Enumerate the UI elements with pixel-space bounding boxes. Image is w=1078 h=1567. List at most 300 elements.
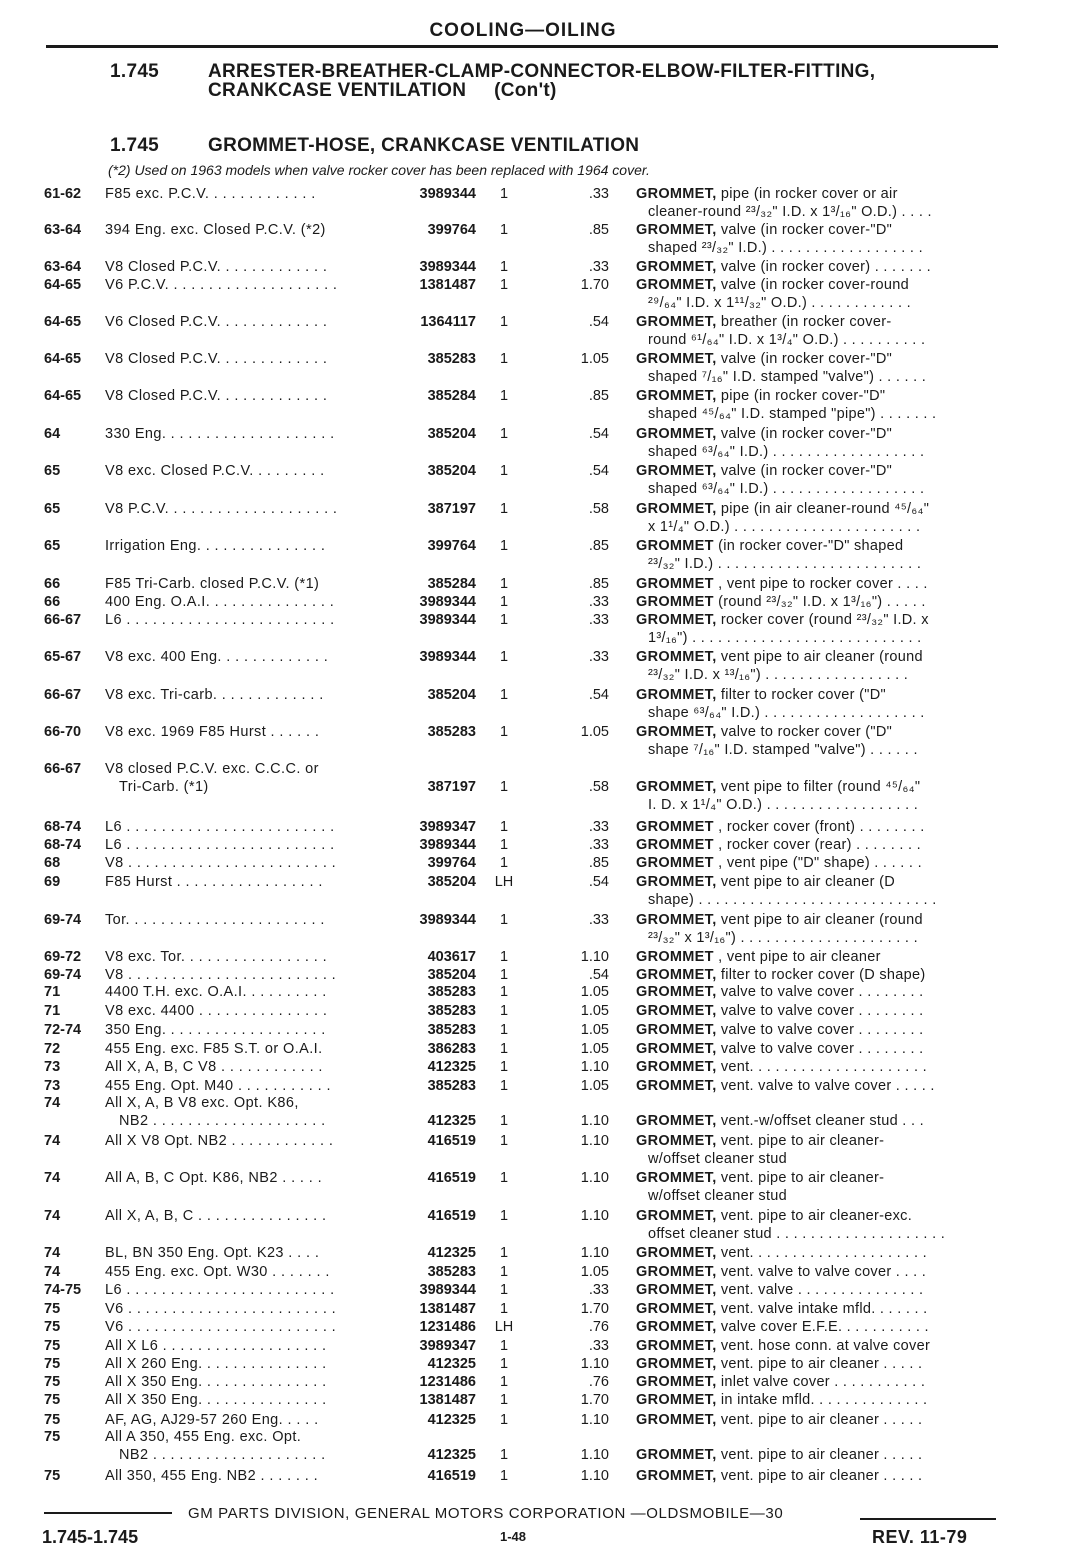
- application: [105, 258, 395, 276]
- description-line1: , vent pipe ("D" shape) . . . . . .: [713, 855, 922, 871]
- quantity: 1: [499, 1356, 509, 1372]
- part-number: 385204: [427, 967, 476, 983]
- application-line1: All X 260 Eng. . . . . . . . . . . . . . .: [105, 1356, 327, 1372]
- quantity: 1: [499, 1282, 509, 1298]
- section-title: GROMMET-HOSE, CRANKCASE VENTILATION: [208, 135, 640, 156]
- model-year: 69-72: [44, 949, 82, 965]
- part-name: GROMMET,: [636, 724, 717, 740]
- part-number: 403617: [427, 949, 476, 965]
- application: [105, 221, 395, 239]
- model-year: 74: [44, 1208, 61, 1224]
- description-line1: vent. pipe to air cleaner . . . . .: [716, 1356, 923, 1372]
- application: [105, 1467, 395, 1485]
- price: .85: [588, 576, 609, 592]
- price: 1.10: [580, 1208, 609, 1224]
- application-line1: V8 . . . . . . . . . . . . . . . . . . . . . . . .: [105, 967, 337, 983]
- description-line1: vent. hose conn. at valve cover: [716, 1338, 931, 1354]
- description: [636, 221, 996, 257]
- description: [636, 966, 996, 984]
- price: 1.70: [580, 1301, 609, 1317]
- description-line1: valve to valve cover . . . . . . . .: [716, 1022, 924, 1038]
- part-name: GROMMET,: [636, 1041, 717, 1057]
- description-line1: valve to valve cover . . . . . . . .: [716, 1041, 924, 1057]
- application-line1: V8 exc. 4400 . . . . . . . . . . . . . . .: [105, 1003, 328, 1019]
- description: [636, 1040, 996, 1058]
- model-year: 75: [44, 1392, 61, 1408]
- part-name: GROMMET,: [636, 1282, 717, 1298]
- quantity: 1: [499, 1208, 509, 1224]
- part-name: GROMMET,: [636, 1356, 717, 1372]
- description: [636, 425, 996, 461]
- quantity: 1: [499, 1447, 509, 1463]
- application-line1: V6 Closed P.C.V. . . . . . . . . . . . .: [105, 314, 328, 330]
- part-name: GROMMET,: [636, 779, 717, 795]
- model-year: 64-65: [44, 351, 82, 367]
- price: .54: [588, 426, 609, 442]
- description: [636, 1411, 996, 1429]
- section-heading-grommet: [110, 136, 639, 155]
- description: [636, 854, 996, 872]
- application-line1: All X, A, B, C . . . . . . . . . . . . . . .: [105, 1208, 327, 1224]
- model-year: 73: [44, 1078, 61, 1094]
- application-line2: Tri-Carb. (*1): [119, 779, 209, 795]
- application-line1: 400 Eng. O.A.I. . . . . . . . . . . . . . .: [105, 594, 335, 610]
- price: .58: [588, 501, 609, 517]
- application-line1: V8 exc. 1969 F85 Hurst . . . . . .: [105, 724, 320, 740]
- price: 1.05: [580, 1003, 609, 1019]
- part-number: 412325: [427, 1412, 476, 1428]
- application: [105, 575, 395, 593]
- description-line1: vent. . . . . . . . . . . . . . . . . . . . .: [716, 1059, 927, 1075]
- section-title-line1: ARRESTER-BREATHER-CLAMP-CONNECTOR-ELBOW-FILTER-FITTING,: [208, 61, 876, 82]
- model-year: 75: [44, 1356, 61, 1372]
- application: [105, 1373, 395, 1391]
- model-year: 74: [44, 1170, 61, 1186]
- model-year: 71: [44, 984, 61, 1000]
- price: .85: [588, 388, 609, 404]
- quantity: 1: [499, 594, 509, 610]
- part-number: 416519: [427, 1133, 476, 1149]
- model-year: 65: [44, 501, 61, 517]
- application: [105, 686, 395, 704]
- description: [636, 686, 996, 722]
- description-line1: valve (in rocker cover-"D": [716, 222, 893, 238]
- description-line1: (in rocker cover-"D" shaped: [713, 538, 904, 554]
- quantity: 1: [499, 576, 509, 592]
- application-line1: BL, BN 350 Eng. Opt. K23 . . . .: [105, 1245, 320, 1261]
- model-year: 72: [44, 1041, 61, 1057]
- application: [105, 462, 395, 480]
- application: [105, 1058, 395, 1076]
- application-line1: All X V8 Opt. NB2 . . . . . . . . . . . .: [105, 1133, 334, 1149]
- description: [636, 1318, 996, 1336]
- model-year: 71: [44, 1003, 61, 1019]
- application-line1: 455 Eng. Opt. M40 . . . . . . . . . . .: [105, 1078, 331, 1094]
- part-number: 3989344: [419, 837, 476, 853]
- description-line1: vent. valve to valve cover . . . .: [716, 1264, 927, 1280]
- application-line1: All X, A, B, C V8 . . . . . . . . . . . .: [105, 1059, 323, 1075]
- quantity: 1: [499, 779, 509, 795]
- quantity: 1: [499, 1041, 509, 1057]
- description: [636, 836, 996, 854]
- description-line2: ²³/₃₂" I.D. x ¹³/₁₆") . . . . . . . . . . . . . . . . .: [648, 667, 909, 683]
- part-number: 387197: [427, 501, 476, 517]
- application-line1: V6 P.C.V. . . . . . . . . . . . . . . . . . . .: [105, 277, 338, 293]
- page-header: COOLING—OILING: [429, 20, 617, 41]
- part-number: 385283: [427, 1022, 476, 1038]
- description: [636, 1132, 996, 1168]
- model-year: 64: [44, 426, 61, 442]
- quantity: 1: [499, 277, 509, 293]
- description: [636, 1467, 996, 1485]
- description-line1: filter to rocker cover (D shape): [716, 967, 926, 983]
- application-line1: 4400 T.H. exc. O.A.I. . . . . . . . . .: [105, 984, 327, 1000]
- description: [636, 1281, 996, 1299]
- part-number: 3989344: [419, 912, 476, 928]
- part-name: GROMMET,: [636, 1170, 717, 1186]
- application-line1: V8 exc. 400 Eng. . . . . . . . . . . . .: [105, 649, 329, 665]
- part-number: 3989344: [419, 649, 476, 665]
- application: [105, 1207, 395, 1225]
- model-year: 66-70: [44, 724, 82, 740]
- part-number: 387197: [427, 779, 476, 795]
- application-line1: All X 350 Eng. . . . . . . . . . . . . . .: [105, 1392, 327, 1408]
- model-year: 74: [44, 1095, 61, 1111]
- part-name: GROMMET,: [636, 612, 717, 628]
- description-line1: vent pipe to filter (round ⁴⁵/₆₄": [716, 779, 921, 795]
- part-number: 3989344: [419, 186, 476, 202]
- application: [105, 1428, 395, 1464]
- model-year: 75: [44, 1338, 61, 1354]
- application-line1: V8 Closed P.C.V. . . . . . . . . . . . .: [105, 259, 328, 275]
- part-number: 385284: [427, 388, 476, 404]
- part-number: 416519: [427, 1208, 476, 1224]
- application-line1: All A, B, C Opt. K86, NB2 . . . . .: [105, 1170, 323, 1186]
- quantity: 1: [499, 1078, 509, 1094]
- part-name: GROMMET: [636, 594, 714, 610]
- part-number: 1381487: [419, 1301, 476, 1317]
- price: 1.70: [580, 1392, 609, 1408]
- application-line1: All X, A, B V8 exc. Opt. K86,: [105, 1095, 299, 1111]
- part-name: GROMMET: [636, 855, 714, 871]
- application-line1: All A 350, 455 Eng. exc. Opt.: [105, 1429, 302, 1445]
- quantity: 1: [499, 538, 509, 554]
- description-line1: vent. pipe to air cleaner . . . . .: [716, 1447, 923, 1463]
- price: 1.05: [580, 1264, 609, 1280]
- quantity: 1: [499, 1059, 509, 1075]
- description-line1: valve cover E.F.E. . . . . . . . . . .: [716, 1319, 929, 1335]
- part-name: GROMMET,: [636, 1022, 717, 1038]
- price: .54: [588, 967, 609, 983]
- quantity: 1: [499, 186, 509, 202]
- part-name: GROMMET,: [636, 687, 717, 703]
- description-line2: w/offset cleaner stud: [648, 1151, 788, 1167]
- price: 1.10: [580, 1133, 609, 1149]
- quantity: 1: [499, 426, 509, 442]
- footer-rule-right: [860, 1518, 996, 1520]
- application: [105, 983, 395, 1001]
- description-line1: vent. valve . . . . . . . . . . . . . . .: [716, 1282, 924, 1298]
- description: [636, 778, 996, 814]
- model-year: 75: [44, 1429, 61, 1445]
- part-number: 386283: [427, 1041, 476, 1057]
- part-name: GROMMET: [636, 949, 714, 965]
- description: [636, 185, 996, 221]
- price: 1.05: [580, 1041, 609, 1057]
- description-line2: ²⁹/₆₄" I.D. x 1¹¹/₃₂" O.D.) . . . . . . . . . . . .: [648, 295, 911, 311]
- price: .33: [588, 912, 609, 928]
- application: [105, 873, 395, 891]
- application-line1: 455 Eng. exc. Opt. W30 . . . . . . .: [105, 1264, 330, 1280]
- part-name: GROMMET,: [636, 1133, 717, 1149]
- quantity: 1: [499, 649, 509, 665]
- description: [636, 1021, 996, 1039]
- model-year: 63-64: [44, 222, 82, 238]
- application: [105, 1300, 395, 1318]
- description: [636, 1373, 996, 1391]
- application-line2: NB2 . . . . . . . . . . . . . . . . . . . .: [119, 1447, 326, 1463]
- application-line1: V8 exc. Tor. . . . . . . . . . . . . . . . .: [105, 949, 328, 965]
- quantity: 1: [499, 819, 509, 835]
- description: [636, 1446, 996, 1464]
- price: 1.05: [580, 1078, 609, 1094]
- price: .33: [588, 186, 609, 202]
- application-line1: L6 . . . . . . . . . . . . . . . . . . . . . . . .: [105, 837, 335, 853]
- description-line2: shaped ⁶³/₆₄" I.D.) . . . . . . . . . . . . . . . . . .: [648, 444, 925, 460]
- part-number: 3989347: [419, 1338, 476, 1354]
- model-year: 75: [44, 1319, 61, 1335]
- application-line1: V8 P.C.V. . . . . . . . . . . . . . . . . . . .: [105, 501, 338, 517]
- description: [636, 1337, 996, 1355]
- quantity: 1: [499, 1392, 509, 1408]
- footer-page-number: 1-48: [500, 1529, 527, 1544]
- description-line1: filter to rocker cover ("D": [716, 687, 886, 703]
- part-name: GROMMET,: [636, 1245, 717, 1261]
- application-line1: F85 Hurst . . . . . . . . . . . . . . . . .: [105, 874, 323, 890]
- part-name: GROMMET,: [636, 426, 717, 442]
- model-year: 66-67: [44, 761, 82, 777]
- description-line2: shaped ⁶³/₆₄" I.D.) . . . . . . . . . . . . . . . . . .: [648, 481, 925, 497]
- description: [636, 948, 996, 966]
- price: 1.05: [580, 984, 609, 1000]
- application-line1: 330 Eng. . . . . . . . . . . . . . . . . . . .: [105, 426, 335, 442]
- application: [105, 1318, 395, 1336]
- section-heading-continued: [110, 62, 875, 100]
- part-name: GROMMET,: [636, 1468, 717, 1484]
- description-line2: 1³/₁₆") . . . . . . . . . . . . . . . . . . . . . . . . . . .: [648, 630, 922, 646]
- quantity: 1: [499, 1264, 509, 1280]
- footnote: (*2) Used on 1963 models when valve rocker cover has been replaced with 1964 cover.: [108, 162, 650, 178]
- part-name: GROMMET,: [636, 222, 717, 238]
- application: [105, 313, 395, 331]
- description-line1: pipe (in rocker cover or air: [716, 186, 898, 202]
- description: [636, 983, 996, 1001]
- part-number: 3989344: [419, 259, 476, 275]
- part-name: GROMMET,: [636, 1208, 717, 1224]
- part-name: GROMMET: [636, 837, 714, 853]
- description-line1: in intake mfld. . . . . . . . . . . . . .: [716, 1392, 928, 1408]
- application-line1: All 350, 455 Eng. NB2 . . . . . . .: [105, 1468, 319, 1484]
- price: .58: [588, 779, 609, 795]
- quantity: 1: [499, 1245, 509, 1261]
- footer-rule-left: [44, 1512, 172, 1514]
- description-line1: vent. pipe to air cleaner-exc.: [716, 1208, 913, 1224]
- quantity: LH: [494, 1319, 514, 1335]
- model-year: 65: [44, 463, 61, 479]
- part-name: GROMMET,: [636, 1113, 717, 1129]
- description-line1: inlet valve cover . . . . . . . . . . .: [716, 1374, 926, 1390]
- quantity: 1: [499, 855, 509, 871]
- part-number: 3989347: [419, 819, 476, 835]
- description-line2: w/offset cleaner stud: [648, 1188, 788, 1204]
- description: [636, 911, 996, 947]
- application-line1: V8 Closed P.C.V. . . . . . . . . . . . .: [105, 351, 328, 367]
- model-year: 75: [44, 1468, 61, 1484]
- application: [105, 818, 395, 836]
- part-number: 385283: [427, 1003, 476, 1019]
- part-number: 385204: [427, 687, 476, 703]
- application-line2: NB2 . . . . . . . . . . . . . . . . . . . .: [119, 1113, 326, 1129]
- description: [636, 537, 996, 573]
- model-year: 73: [44, 1059, 61, 1075]
- application: [105, 387, 395, 405]
- price: 1.10: [580, 1245, 609, 1261]
- model-year: 63-64: [44, 259, 82, 275]
- description-line1: vent pipe to air cleaner (round: [716, 649, 923, 665]
- price: .33: [588, 1282, 609, 1298]
- description-line1: vent. pipe to air cleaner-: [716, 1170, 885, 1186]
- model-year: 68-74: [44, 819, 82, 835]
- application-line1: All X 350 Eng. . . . . . . . . . . . . . .: [105, 1374, 327, 1390]
- part-name: GROMMET: [636, 576, 714, 592]
- model-year: 66: [44, 594, 61, 610]
- description: [636, 258, 996, 276]
- description-line2: offset cleaner stud . . . . . . . . . . . . . . . . . . . .: [648, 1226, 946, 1242]
- model-year: 68-74: [44, 837, 82, 853]
- quantity: 1: [499, 837, 509, 853]
- price: 1.10: [580, 1468, 609, 1484]
- quantity: 1: [499, 388, 509, 404]
- application: [105, 854, 395, 872]
- part-name: GROMMET,: [636, 649, 717, 665]
- section-number: 1.745: [110, 135, 160, 156]
- part-number: 385204: [427, 874, 476, 890]
- part-number: 416519: [427, 1468, 476, 1484]
- part-name: GROMMET,: [636, 314, 717, 330]
- part-number: 385283: [427, 724, 476, 740]
- description-line1: , rocker cover (rear) . . . . . . . .: [713, 837, 922, 853]
- part-number: 412325: [427, 1356, 476, 1372]
- part-number: 1381487: [419, 1392, 476, 1408]
- description-line1: vent. pipe to air cleaner-: [716, 1133, 885, 1149]
- description: [636, 593, 996, 611]
- footer-revision: REV. 11-79: [872, 1527, 968, 1547]
- quantity: 1: [499, 1133, 509, 1149]
- application: [105, 276, 395, 294]
- quantity: 1: [499, 1468, 509, 1484]
- application-line1: L6 . . . . . . . . . . . . . . . . . . . . . . . .: [105, 1282, 335, 1298]
- part-name: GROMMET,: [636, 259, 717, 275]
- description-line1: , vent pipe to air cleaner: [713, 949, 881, 965]
- part-name: GROMMET,: [636, 1264, 717, 1280]
- quantity: 1: [499, 1301, 509, 1317]
- description: [636, 1169, 996, 1205]
- application: [105, 1077, 395, 1095]
- application: [105, 1094, 395, 1130]
- part-number: 3989344: [419, 594, 476, 610]
- description: [636, 1207, 996, 1243]
- description-line2: shape ⁷/₁₆" I.D. stamped "valve") . . . . . .: [648, 742, 918, 758]
- header-rule: [46, 45, 998, 48]
- model-year: 74: [44, 1264, 61, 1280]
- price: .54: [588, 687, 609, 703]
- price: .85: [588, 538, 609, 554]
- part-name: GROMMET,: [636, 1301, 717, 1317]
- description: [636, 1355, 996, 1373]
- quantity: LH: [494, 874, 514, 890]
- part-number: 412325: [427, 1245, 476, 1261]
- description-line1: pipe (in rocker cover-"D": [716, 388, 886, 404]
- part-number: 399764: [427, 855, 476, 871]
- application: [105, 1281, 395, 1299]
- part-name: GROMMET,: [636, 388, 717, 404]
- quantity: 1: [499, 724, 509, 740]
- part-number: 3989344: [419, 612, 476, 628]
- description-line2: ²³/₃₂" x 1³/₁₆") . . . . . . . . . . . . . . . . . . . . .: [648, 930, 918, 946]
- application-line1: 350 Eng. . . . . . . . . . . . . . . . . . .: [105, 1022, 326, 1038]
- model-year: 69-74: [44, 912, 82, 928]
- application-line1: L6 . . . . . . . . . . . . . . . . . . . . . . . .: [105, 819, 335, 835]
- description: [636, 648, 996, 684]
- application-line1: AF, AG, AJ29-57 260 Eng. . . . .: [105, 1412, 319, 1428]
- part-number: 412325: [427, 1059, 476, 1075]
- application-line1: V8 . . . . . . . . . . . . . . . . . . . . . . . .: [105, 855, 337, 871]
- model-year: 66-67: [44, 612, 82, 628]
- price: .54: [588, 463, 609, 479]
- part-number: 385284: [427, 576, 476, 592]
- quantity: 1: [499, 949, 509, 965]
- price: .85: [588, 855, 609, 871]
- description: [636, 1002, 996, 1020]
- quantity: 1: [499, 259, 509, 275]
- part-name: GROMMET,: [636, 501, 717, 517]
- description-line1: valve (in rocker cover) . . . . . . .: [716, 259, 931, 275]
- description: [636, 462, 996, 498]
- application-line1: V6 . . . . . . . . . . . . . . . . . . . . . . . .: [105, 1319, 337, 1335]
- price: 1.10: [580, 1447, 609, 1463]
- price: .85: [588, 222, 609, 238]
- description-line2: I. D. x 1¹/₄" O.D.) . . . . . . . . . . . . . . . . . .: [648, 797, 919, 813]
- application-line1: V6 . . . . . . . . . . . . . . . . . . . . . . . .: [105, 1301, 337, 1317]
- quantity: 1: [499, 1022, 509, 1038]
- price: 1.10: [580, 1170, 609, 1186]
- application: [105, 537, 395, 555]
- application: [105, 1355, 395, 1373]
- description-line2: shaped ⁴⁵/₆₄" I.D. stamped "pipe") . . . . . . .: [648, 406, 937, 422]
- price: 1.10: [580, 1059, 609, 1075]
- price: 1.05: [580, 1022, 609, 1038]
- price: 1.05: [580, 351, 609, 367]
- application-line1: F85 exc. P.C.V. . . . . . . . . . . . .: [105, 186, 316, 202]
- description-line1: vent.-w/offset cleaner stud . . .: [716, 1113, 924, 1129]
- description-line1: breather (in rocker cover-: [716, 314, 892, 330]
- quantity: 1: [499, 1374, 509, 1390]
- part-name: GROMMET,: [636, 1078, 717, 1094]
- description: [636, 387, 996, 423]
- part-number: 385283: [427, 984, 476, 1000]
- description: [636, 1112, 996, 1130]
- model-year: 74: [44, 1133, 61, 1149]
